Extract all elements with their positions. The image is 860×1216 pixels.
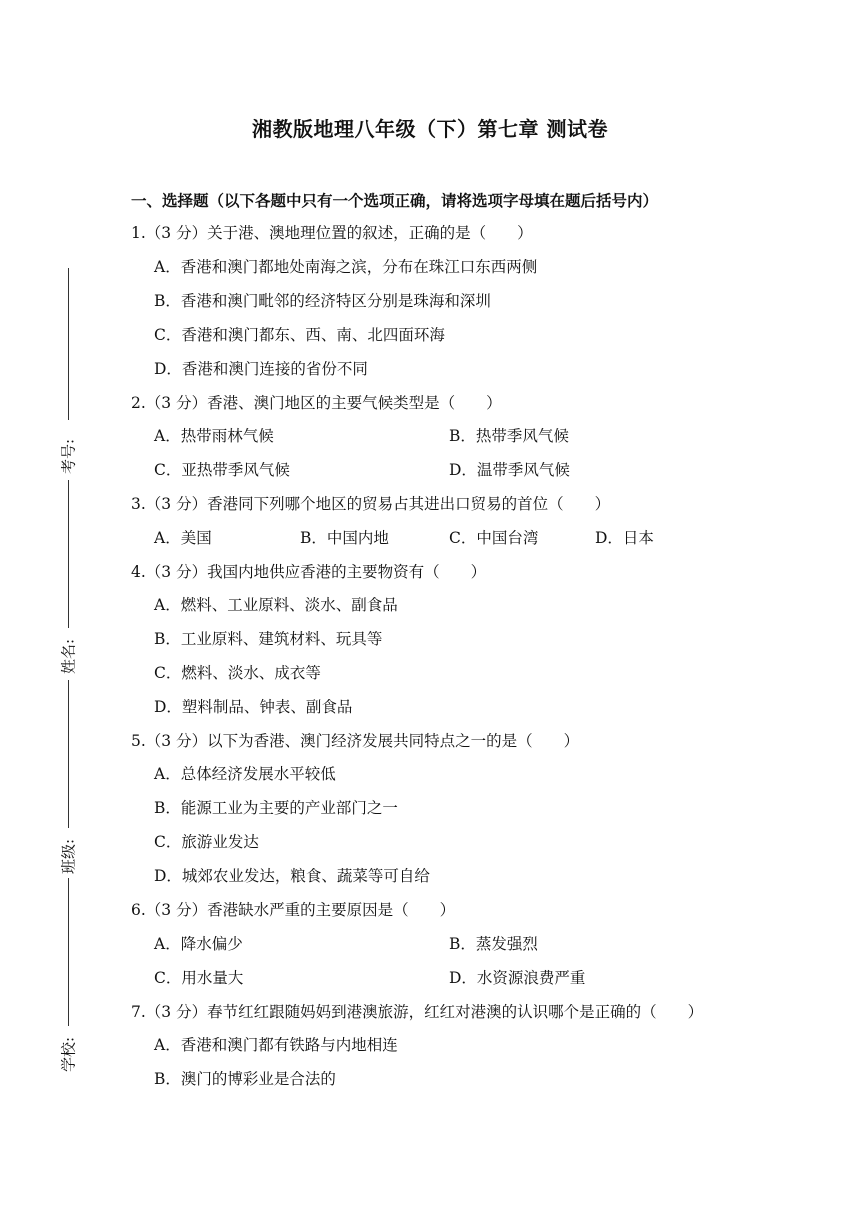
section-heading: 一、选择题（以下各题中只有一个选项正确，请将选项字母填在题后括号内）: [131, 192, 659, 210]
question-5-option-b[interactable]: B．能源工业为主要的产业部门之一: [154, 799, 398, 817]
question-3-option-c[interactable]: C．中国台湾: [449, 529, 539, 547]
question-3-option-a[interactable]: A．美国: [154, 529, 212, 547]
question-2-option-d[interactable]: D．温带季风气候: [449, 461, 570, 479]
blank-line: [68, 680, 69, 828]
class-label: 班级:: [59, 838, 78, 875]
question-5-option-c[interactable]: C．旅游业发达: [154, 833, 259, 851]
question-4-option-d[interactable]: D．塑料制品、钟表、副食品: [154, 698, 353, 716]
question-6-option-d[interactable]: D．水资源浪费严重: [449, 969, 586, 987]
binding-margin: [20, 0, 78, 1216]
blank-line: [68, 480, 69, 628]
blank-line: [68, 268, 69, 420]
question-6-option-b[interactable]: B．蒸发强烈: [449, 935, 538, 953]
question-4-option-c[interactable]: C．燃料、淡水、成衣等: [154, 664, 321, 682]
school-label: 学校:: [59, 1036, 78, 1073]
page-title: 湘教版地理八年级（下）第七章 测试卷: [252, 117, 608, 141]
question-6-stem: 6.（3 分）香港缺水严重的主要原因是（ ）: [131, 901, 456, 919]
question-5-stem: 5.（3 分）以下为香港、澳门经济发展共同特点之一的是（ ）: [131, 732, 580, 750]
question-6-option-c[interactable]: C．用水量大: [154, 969, 244, 987]
question-4-option-a[interactable]: A．燃料、工业原料、淡水、副食品: [154, 596, 398, 614]
question-7-stem: 7.（3 分）春节红红跟随妈妈到港澳旅游，红红对港澳的认识哪个是正确的（ ）: [131, 1003, 704, 1021]
blank-line: [68, 878, 69, 1026]
question-1-option-d[interactable]: D．香港和澳门连接的省份不同: [154, 360, 368, 378]
name-label: 姓名:: [59, 638, 78, 675]
question-2-stem: 2.（3 分）香港、澳门地区的主要气候类型是（ ）: [131, 394, 502, 412]
question-1-option-b[interactable]: B．香港和澳门毗邻的经济特区分别是珠海和深圳: [154, 292, 491, 310]
question-3-option-b[interactable]: B．中国内地: [300, 529, 389, 547]
question-4-option-b[interactable]: B．工业原料、建筑材料、玩具等: [154, 630, 383, 648]
question-4-stem: 4.（3 分）我国内地供应香港的主要物资有（ ）: [131, 563, 487, 581]
question-1-stem: 1.（3 分）关于港、澳地理位置的叙述，正确的是（ ）: [131, 224, 533, 242]
question-2-option-c[interactable]: C．亚热带季风气候: [154, 461, 290, 479]
question-7-option-b[interactable]: B．澳门的博彩业是合法的: [154, 1070, 336, 1088]
question-5-option-d[interactable]: D．城郊农业发达，粮食、蔬菜等可自给: [154, 867, 430, 885]
question-2-option-b[interactable]: B．热带季风气候: [449, 427, 569, 445]
question-3-stem: 3.（3 分）香港同下列哪个地区的贸易占其进出口贸易的首位（ ）: [131, 495, 611, 513]
question-5-option-a[interactable]: A．总体经济发展水平较低: [154, 765, 336, 783]
question-1-option-a[interactable]: A．香港和澳门都地处南海之滨，分布在珠江口东西两侧: [154, 258, 538, 276]
question-7-option-a[interactable]: A．香港和澳门都有铁路与内地相连: [154, 1036, 398, 1054]
question-3-option-d[interactable]: D．日本: [595, 529, 654, 547]
question-2-option-a[interactable]: A．热带雨林气候: [154, 427, 274, 445]
question-1-option-c[interactable]: C．香港和澳门都东、西、南、北四面环海: [154, 326, 445, 344]
exam-number-label: 考号:: [59, 438, 78, 475]
question-6-option-a[interactable]: A．降水偏少: [154, 935, 243, 953]
